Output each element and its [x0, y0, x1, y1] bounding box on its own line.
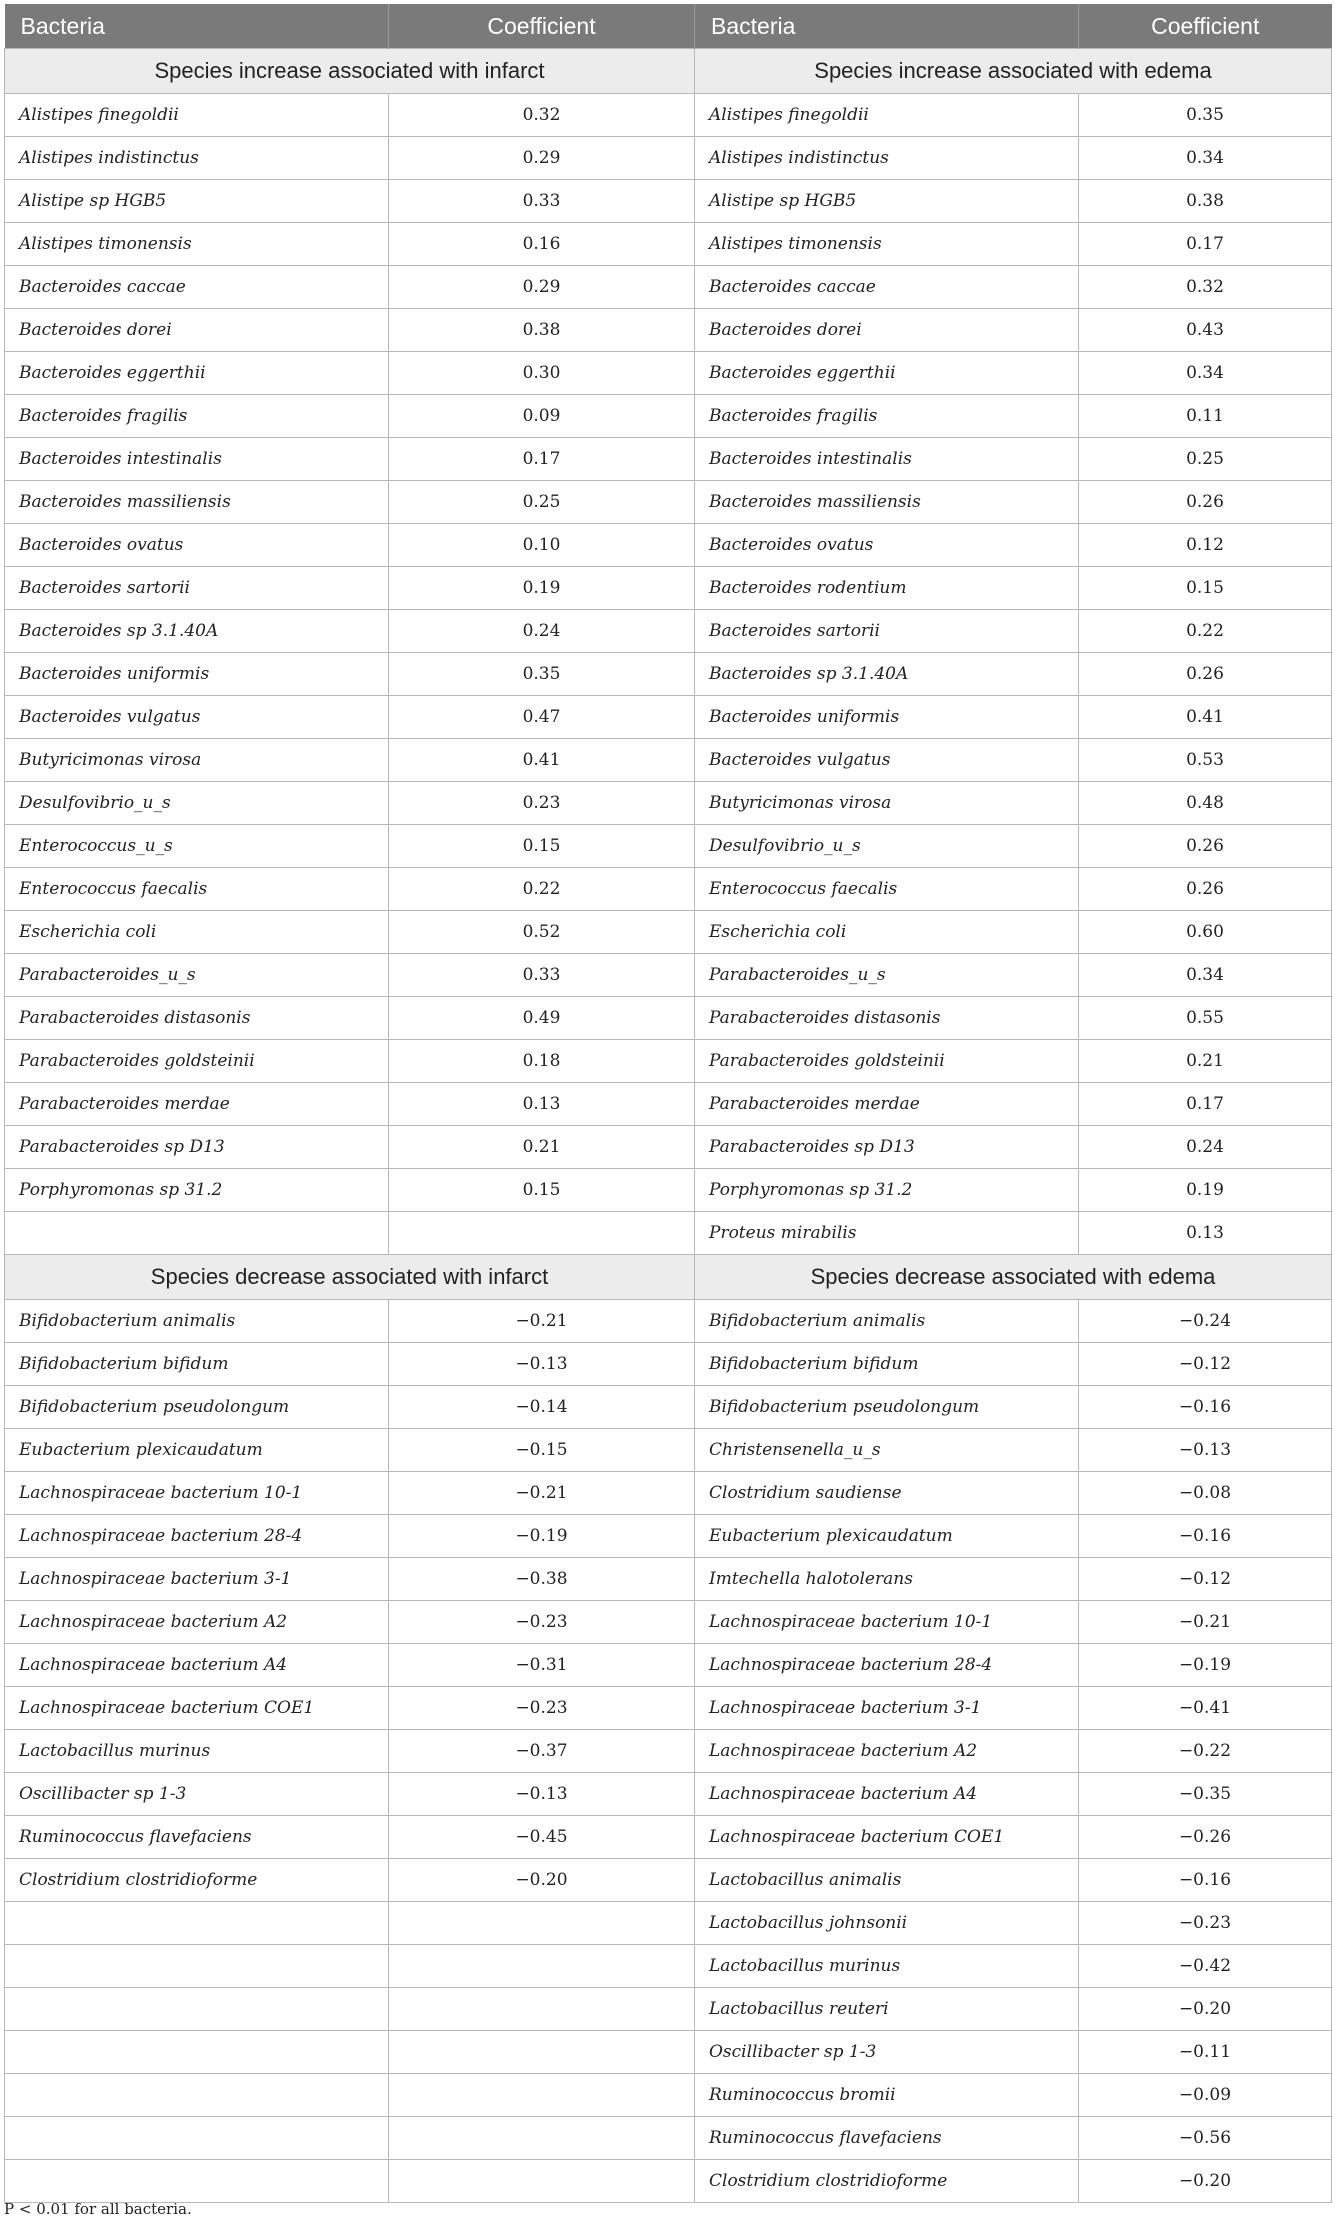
bacteria-name-right: Desulfovibrio_u_s: [695, 825, 1079, 868]
coefficient-right: 0.26: [1079, 825, 1332, 868]
table-row: [5, 481, 1332, 524]
table-row: [5, 911, 1332, 954]
table-row: [5, 438, 1332, 481]
coefficient-right: −0.35: [1079, 1773, 1332, 1816]
coefficient-right: −0.16: [1079, 1386, 1332, 1429]
table-row: [5, 825, 1332, 868]
coefficient-left: −0.20: [389, 1859, 695, 1902]
coefficient-left: [389, 1988, 695, 2031]
bacteria-name-right: Parabacteroides distasonis: [695, 997, 1079, 1040]
bacteria-name-right: Bacteroides rodentium: [695, 567, 1079, 610]
table-row: [5, 1902, 1332, 1945]
table-footnote: P < 0.01 for all bacteria.: [4, 2200, 192, 2218]
bacteria-name-left: Escherichia coli: [5, 911, 389, 954]
bacteria-name-right: Lactobacillus reuteri: [695, 1988, 1079, 2031]
bacteria-name-left: Bacteroides dorei: [5, 309, 389, 352]
coefficient-left: −0.21: [389, 1300, 695, 1343]
coefficient-right: −0.09: [1079, 2074, 1332, 2117]
bacteria-name-left: Bacteroides sp 3.1.40A: [5, 610, 389, 653]
bacteria-name-right: Alistipes finegoldii: [695, 94, 1079, 137]
coefficient-left: 0.21: [389, 1126, 695, 1169]
bacteria-name-right: Lactobacillus murinus: [695, 1945, 1079, 1988]
coefficient-right: 0.55: [1079, 997, 1332, 1040]
table-row: [5, 309, 1332, 352]
coefficient-left: −0.45: [389, 1816, 695, 1859]
bacteria-name-left: Bacteroides eggerthii: [5, 352, 389, 395]
bacteria-name-left: Bacteroides vulgatus: [5, 696, 389, 739]
bacteria-name-right: Ruminococcus flavefaciens: [695, 2117, 1079, 2160]
coefficient-right: 0.34: [1079, 954, 1332, 997]
coefficient-left: 0.10: [389, 524, 695, 567]
table-row: [5, 395, 1332, 438]
bacteria-name-right: Butyricimonas virosa: [695, 782, 1079, 825]
coefficient-left: 0.15: [389, 1169, 695, 1212]
bacteria-name-left: Bifidobacterium animalis: [5, 1300, 389, 1343]
table-row: [5, 1859, 1332, 1902]
header-bacteria-right: Bacteria: [695, 4, 1079, 49]
table-row: [5, 352, 1332, 395]
coefficient-right: 0.43: [1079, 309, 1332, 352]
header-coefficient-right: Coefficient: [1079, 4, 1332, 49]
coefficient-left: 0.17: [389, 438, 695, 481]
coefficient-left: 0.15: [389, 825, 695, 868]
coefficient-right: 0.32: [1079, 266, 1332, 309]
coefficient-left: 0.22: [389, 868, 695, 911]
table-row: [5, 782, 1332, 825]
bacteria-name-right: Parabacteroides sp D13: [695, 1126, 1079, 1169]
bacteria-name-right: Oscillibacter sp 1-3: [695, 2031, 1079, 2074]
coefficient-right: −0.13: [1079, 1429, 1332, 1472]
coefficient-right: 0.35: [1079, 94, 1332, 137]
coefficient-right: −0.21: [1079, 1601, 1332, 1644]
coefficient-left: 0.30: [389, 352, 695, 395]
header-row: [5, 4, 1332, 49]
bacteria-name-right: Imtechella halotolerans: [695, 1558, 1079, 1601]
table-row: [5, 180, 1332, 223]
coefficient-left: 0.33: [389, 180, 695, 223]
section-title-left: Species decrease associated with infarct: [5, 1255, 695, 1300]
coefficient-right: −0.26: [1079, 1816, 1332, 1859]
bacteria-name-left: [5, 2117, 389, 2160]
coefficient-left: −0.13: [389, 1343, 695, 1386]
table-row: [5, 610, 1332, 653]
table-row: [5, 739, 1332, 782]
bacteria-name-left: Lactobacillus murinus: [5, 1730, 389, 1773]
bacteria-name-left: [5, 1945, 389, 1988]
bacteria-name-right: Alistipe sp HGB5: [695, 180, 1079, 223]
table-row: [5, 997, 1332, 1040]
coefficient-left: 0.32: [389, 94, 695, 137]
bacteria-name-left: Alistipes finegoldii: [5, 94, 389, 137]
coefficient-left: −0.38: [389, 1558, 695, 1601]
coefficient-left: 0.35: [389, 653, 695, 696]
coefficient-right: 0.26: [1079, 481, 1332, 524]
coefficient-right: 0.34: [1079, 137, 1332, 180]
coefficient-left: [389, 1902, 695, 1945]
table-row: [5, 2160, 1332, 2203]
bacteria-name-left: Lachnospiraceae bacterium COE1: [5, 1687, 389, 1730]
bacteria-name-left: [5, 2031, 389, 2074]
coefficient-right: 0.22: [1079, 610, 1332, 653]
bacteria-name-right: Alistipes timonensis: [695, 223, 1079, 266]
bacteria-name-left: Butyricimonas virosa: [5, 739, 389, 782]
coefficient-right: 0.11: [1079, 395, 1332, 438]
coefficient-right: −0.08: [1079, 1472, 1332, 1515]
bacteria-name-right: Lactobacillus johnsonii: [695, 1902, 1079, 1945]
coefficient-left: 0.38: [389, 309, 695, 352]
bacteria-name-left: Enterococcus faecalis: [5, 868, 389, 911]
bacteria-name-right: Christensenella_u_s: [695, 1429, 1079, 1472]
table-row: [5, 1212, 1332, 1255]
coefficient-left: [389, 2117, 695, 2160]
coefficient-left: [389, 1945, 695, 1988]
coefficient-right: −0.20: [1079, 1988, 1332, 2031]
coefficient-left: −0.15: [389, 1429, 695, 1472]
table-row: [5, 1169, 1332, 1212]
bacteria-name-left: Alistipes timonensis: [5, 223, 389, 266]
bacteria-name-right: Bacteroides caccae: [695, 266, 1079, 309]
coefficient-left: 0.16: [389, 223, 695, 266]
table-row: [5, 1558, 1332, 1601]
bacteria-name-right: Lachnospiraceae bacterium 28-4: [695, 1644, 1079, 1687]
table-row: [5, 1988, 1332, 2031]
bacteria-name-left: Clostridium clostridioforme: [5, 1859, 389, 1902]
coefficient-right: 0.12: [1079, 524, 1332, 567]
bacteria-name-right: Clostridium saudiense: [695, 1472, 1079, 1515]
bacteria-name-left: Bacteroides caccae: [5, 266, 389, 309]
section-header-row: [5, 49, 1332, 94]
coefficient-right: −0.20: [1079, 2160, 1332, 2203]
bacteria-name-right: Bacteroides uniformis: [695, 696, 1079, 739]
table-row: [5, 1945, 1332, 1988]
bacteria-name-left: [5, 1902, 389, 1945]
table-header: [5, 4, 1332, 49]
coefficient-left: 0.49: [389, 997, 695, 1040]
coefficient-left: 0.09: [389, 395, 695, 438]
bacteria-name-left: Bacteroides intestinalis: [5, 438, 389, 481]
bacteria-name-left: Desulfovibrio_u_s: [5, 782, 389, 825]
coefficient-right: 0.13: [1079, 1212, 1332, 1255]
coefficient-right: −0.23: [1079, 1902, 1332, 1945]
bacteria-name-right: Parabacteroides merdae: [695, 1083, 1079, 1126]
coefficient-left: 0.24: [389, 610, 695, 653]
bacteria-name-left: [5, 1988, 389, 2031]
coefficient-right: 0.17: [1079, 1083, 1332, 1126]
table-row: [5, 1083, 1332, 1126]
bacteria-name-right: Bacteroides dorei: [695, 309, 1079, 352]
table-row: [5, 1040, 1332, 1083]
table-row: [5, 1730, 1332, 1773]
coefficient-right: −0.56: [1079, 2117, 1332, 2160]
bacteria-name-right: Proteus mirabilis: [695, 1212, 1079, 1255]
coefficient-right: 0.25: [1079, 438, 1332, 481]
bacteria-name-left: Bacteroides sartorii: [5, 567, 389, 610]
coefficient-right: 0.60: [1079, 911, 1332, 954]
bacteria-name-left: Parabacteroides_u_s: [5, 954, 389, 997]
coefficient-right: 0.26: [1079, 868, 1332, 911]
bacteria-name-right: Escherichia coli: [695, 911, 1079, 954]
bacteria-name-right: Lachnospiraceae bacterium COE1: [695, 1816, 1079, 1859]
table-row: [5, 954, 1332, 997]
coefficient-left: −0.37: [389, 1730, 695, 1773]
coefficient-right: 0.48: [1079, 782, 1332, 825]
coefficient-right: 0.26: [1079, 653, 1332, 696]
section-title-right: Species decrease associated with edema: [695, 1255, 1332, 1300]
bacteria-name-left: Lachnospiraceae bacterium A4: [5, 1644, 389, 1687]
bacteria-name-left: Lachnospiraceae bacterium 10-1: [5, 1472, 389, 1515]
bacteria-name-right: Bacteroides vulgatus: [695, 739, 1079, 782]
coefficient-left: 0.23: [389, 782, 695, 825]
coefficient-left: −0.14: [389, 1386, 695, 1429]
coefficient-right: −0.42: [1079, 1945, 1332, 1988]
coefficient-right: 0.41: [1079, 696, 1332, 739]
section-title-left: Species increase associated with infarct: [5, 49, 695, 94]
bacteria-name-right: Bifidobacterium animalis: [695, 1300, 1079, 1343]
table-row: [5, 94, 1332, 137]
coefficient-right: −0.12: [1079, 1558, 1332, 1601]
table-row: [5, 1687, 1332, 1730]
bacteria-name-left: Bacteroides uniformis: [5, 653, 389, 696]
table-row: [5, 2031, 1332, 2074]
coefficient-right: 0.34: [1079, 352, 1332, 395]
bacteria-name-right: Bacteroides eggerthii: [695, 352, 1079, 395]
coefficient-right: −0.24: [1079, 1300, 1332, 1343]
table-row: [5, 1601, 1332, 1644]
table-row: [5, 1429, 1332, 1472]
section-header-row: [5, 1255, 1332, 1300]
table-row: [5, 524, 1332, 567]
bacteria-name-right: Bifidobacterium bifidum: [695, 1343, 1079, 1386]
coefficient-right: −0.19: [1079, 1644, 1332, 1687]
coefficient-left: 0.33: [389, 954, 695, 997]
coefficient-right: 0.19: [1079, 1169, 1332, 1212]
bacteria-name-left: Alistipe sp HGB5: [5, 180, 389, 223]
coefficient-right: −0.12: [1079, 1343, 1332, 1386]
bacteria-name-right: Bacteroides ovatus: [695, 524, 1079, 567]
table-row: [5, 1126, 1332, 1169]
bacteria-name-right: Ruminococcus bromii: [695, 2074, 1079, 2117]
bacteria-name-right: Lachnospiraceae bacterium 3-1: [695, 1687, 1079, 1730]
table-row: [5, 1816, 1332, 1859]
bacteria-name-right: Parabacteroides_u_s: [695, 954, 1079, 997]
coefficient-right: −0.41: [1079, 1687, 1332, 1730]
bacteria-name-left: [5, 2074, 389, 2117]
coefficient-right: 0.24: [1079, 1126, 1332, 1169]
header-coefficient-left: Coefficient: [389, 4, 695, 49]
bacteria-name-left: Oscillibacter sp 1-3: [5, 1773, 389, 1816]
bacteria-name-right: Clostridium clostridioforme: [695, 2160, 1079, 2203]
coefficient-left: 0.18: [389, 1040, 695, 1083]
coefficient-left: −0.19: [389, 1515, 695, 1558]
coefficient-left: 0.25: [389, 481, 695, 524]
coefficient-left: [389, 2031, 695, 2074]
bacteria-name-right: Lachnospiraceae bacterium 10-1: [695, 1601, 1079, 1644]
bacteria-name-right: Porphyromonas sp 31.2: [695, 1169, 1079, 1212]
coefficient-left: [389, 2160, 695, 2203]
coefficient-right: 0.53: [1079, 739, 1332, 782]
bacteria-name-right: Parabacteroides goldsteinii: [695, 1040, 1079, 1083]
bacteria-name-right: Enterococcus faecalis: [695, 868, 1079, 911]
bacteria-name-left: [5, 1212, 389, 1255]
bacteria-name-right: Bacteroides fragilis: [695, 395, 1079, 438]
coefficient-left: [389, 2074, 695, 2117]
coefficient-left: 0.47: [389, 696, 695, 739]
bacteria-name-left: Eubacterium plexicaudatum: [5, 1429, 389, 1472]
coefficient-right: 0.38: [1079, 180, 1332, 223]
bacteria-name-right: Bacteroides intestinalis: [695, 438, 1079, 481]
bacteria-name-right: Lactobacillus animalis: [695, 1859, 1079, 1902]
table-row: [5, 567, 1332, 610]
table-row: [5, 1773, 1332, 1816]
bacteria-name-right: Alistipes indistinctus: [695, 137, 1079, 180]
coefficient-left: [389, 1212, 695, 1255]
coefficient-right: 0.21: [1079, 1040, 1332, 1083]
bacteria-name-right: Lachnospiraceae bacterium A2: [695, 1730, 1079, 1773]
bacteria-name-left: Lachnospiraceae bacterium A2: [5, 1601, 389, 1644]
bacteria-table-container: [4, 4, 1331, 2203]
bacteria-name-left: Lachnospiraceae bacterium 28-4: [5, 1515, 389, 1558]
bacteria-name-right: Lachnospiraceae bacterium A4: [695, 1773, 1079, 1816]
bacteria-name-left: Parabacteroides goldsteinii: [5, 1040, 389, 1083]
bacteria-coefficient-table: [4, 4, 1332, 2203]
bacteria-name-right: Bifidobacterium pseudolongum: [695, 1386, 1079, 1429]
table-row: [5, 868, 1332, 911]
coefficient-left: 0.13: [389, 1083, 695, 1126]
coefficient-left: −0.21: [389, 1472, 695, 1515]
bacteria-name-left: Ruminococcus flavefaciens: [5, 1816, 389, 1859]
coefficient-left: −0.23: [389, 1601, 695, 1644]
coefficient-left: 0.41: [389, 739, 695, 782]
bacteria-name-left: Bifidobacterium bifidum: [5, 1343, 389, 1386]
bacteria-name-left: [5, 2160, 389, 2203]
coefficient-left: 0.19: [389, 567, 695, 610]
table-row: [5, 2117, 1332, 2160]
table-row: [5, 266, 1332, 309]
coefficient-right: −0.11: [1079, 2031, 1332, 2074]
table-row: [5, 1343, 1332, 1386]
table-row: [5, 1300, 1332, 1343]
table-row: [5, 1644, 1332, 1687]
bacteria-name-right: Bacteroides sartorii: [695, 610, 1079, 653]
section-title-right: Species increase associated with edema: [695, 49, 1332, 94]
bacteria-name-left: Parabacteroides sp D13: [5, 1126, 389, 1169]
coefficient-right: 0.15: [1079, 567, 1332, 610]
table-row: [5, 1386, 1332, 1429]
coefficient-left: −0.31: [389, 1644, 695, 1687]
coefficient-left: −0.23: [389, 1687, 695, 1730]
table-row: [5, 653, 1332, 696]
coefficient-right: −0.22: [1079, 1730, 1332, 1773]
coefficient-left: 0.29: [389, 266, 695, 309]
bacteria-name-left: Alistipes indistinctus: [5, 137, 389, 180]
table-row: [5, 137, 1332, 180]
table-row: [5, 1515, 1332, 1558]
bacteria-name-left: Bacteroides ovatus: [5, 524, 389, 567]
bacteria-name-left: Bacteroides massiliensis: [5, 481, 389, 524]
bacteria-name-left: Bifidobacterium pseudolongum: [5, 1386, 389, 1429]
bacteria-name-left: Bacteroides fragilis: [5, 395, 389, 438]
coefficient-right: 0.17: [1079, 223, 1332, 266]
bacteria-name-right: Bacteroides sp 3.1.40A: [695, 653, 1079, 696]
bacteria-name-left: Parabacteroides merdae: [5, 1083, 389, 1126]
bacteria-name-right: Eubacterium plexicaudatum: [695, 1515, 1079, 1558]
table-row: [5, 696, 1332, 739]
table-row: [5, 2074, 1332, 2117]
header-bacteria-left: Bacteria: [5, 4, 389, 49]
table-row: [5, 1472, 1332, 1515]
bacteria-name-left: Parabacteroides distasonis: [5, 997, 389, 1040]
coefficient-left: 0.29: [389, 137, 695, 180]
bacteria-name-left: Lachnospiraceae bacterium 3-1: [5, 1558, 389, 1601]
table-body: [5, 49, 1332, 2203]
bacteria-name-left: Porphyromonas sp 31.2: [5, 1169, 389, 1212]
coefficient-right: −0.16: [1079, 1515, 1332, 1558]
coefficient-right: −0.16: [1079, 1859, 1332, 1902]
coefficient-left: 0.52: [389, 911, 695, 954]
table-row: [5, 223, 1332, 266]
coefficient-left: −0.13: [389, 1773, 695, 1816]
bacteria-name-right: Bacteroides massiliensis: [695, 481, 1079, 524]
bacteria-name-left: Enterococcus_u_s: [5, 825, 389, 868]
